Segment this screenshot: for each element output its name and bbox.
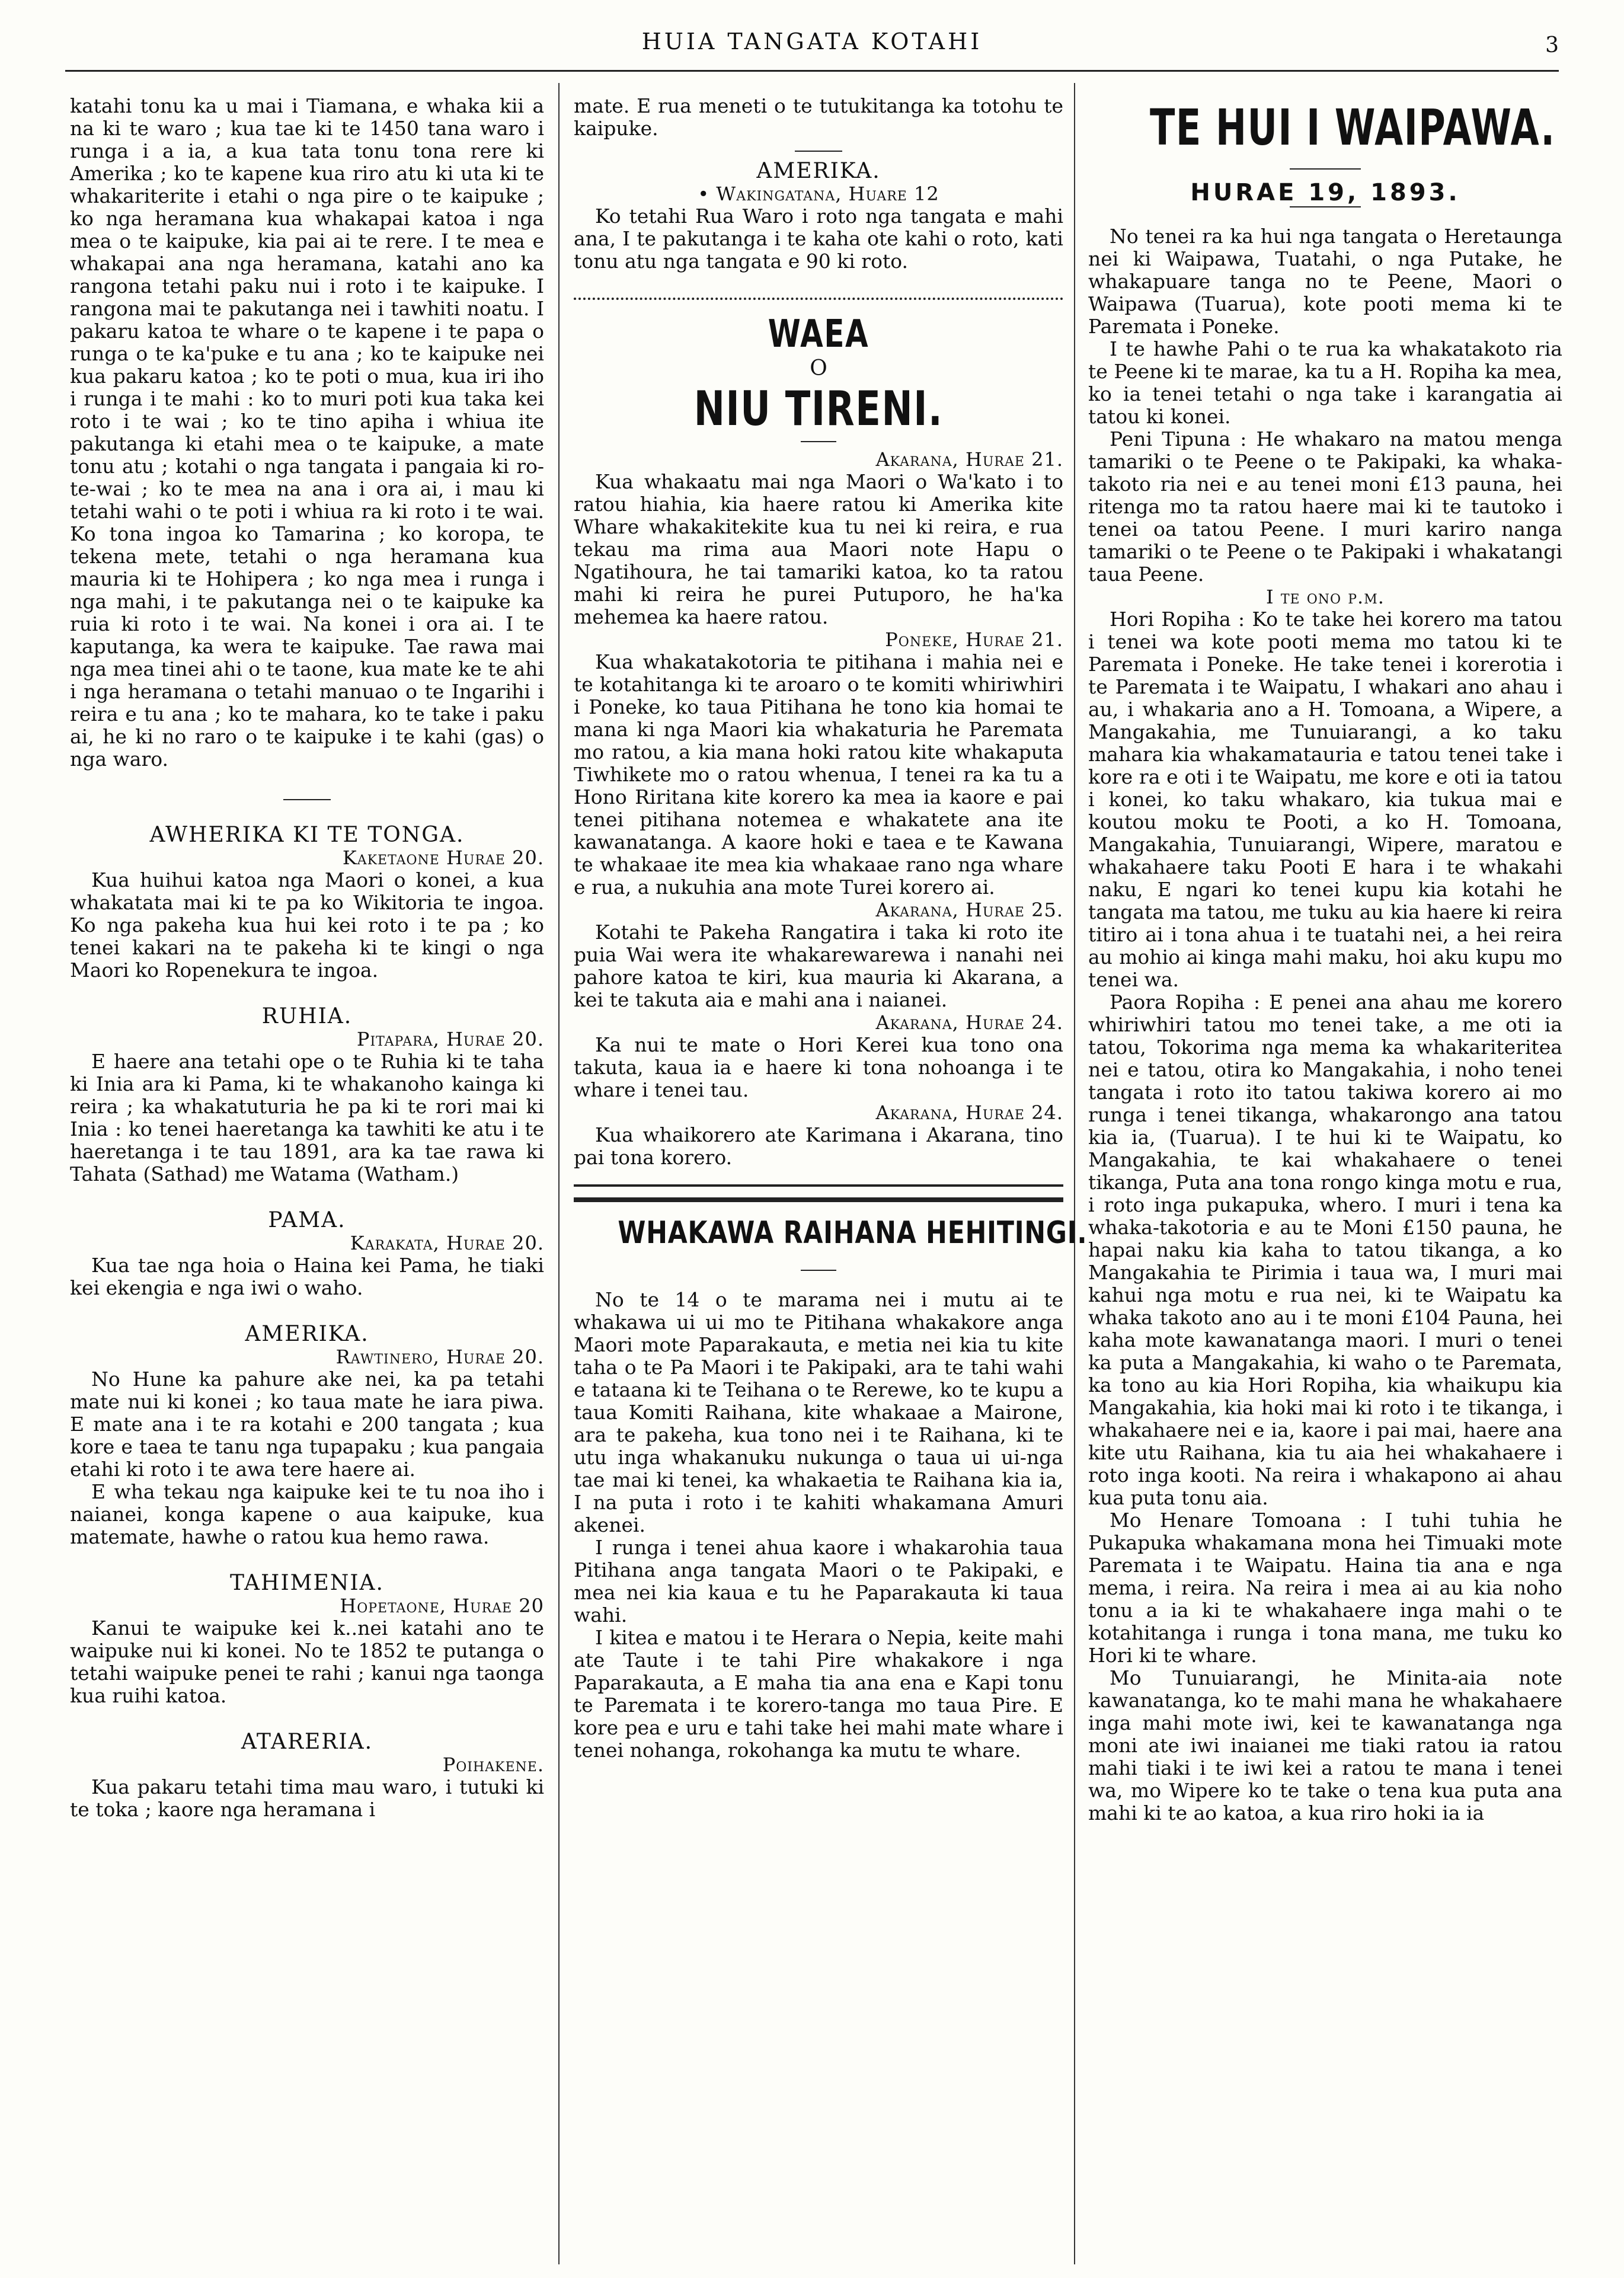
section-heading-amerika: AMERIKA. (245, 1322, 369, 1346)
section-heading-tahimenia: TAHIMENIA. (230, 1571, 384, 1595)
news-paragraph: Ka nui te mate o Hori Kerei kua tono ona takuta, kaua ia e haere ki tona nohoanga i te whare i tenei tau. (574, 1033, 1063, 1101)
news-paragraph: Kua huihui katoa nga Maori o konei, a kua whakatata mai ki te pa ko Wikitoria te ingoa. Ko nga pakeha kua hui kei roto i te pa ; ko tenei kakari na te pakeha ki te kingi o nga Maori ko Ropenekura te ingoa. (70, 868, 544, 982)
news-paragraph: No Hune ka pahure ake nei, ka pa tetahi mate nui ki konei ; ko taua mate he iara piwa. E mate ana i te ra kotahi e 200 tangata ; kua kore e taea te tanu nga tupapaku ; kua pangaia etahi ki roto i te awa tere haere ai. (70, 1368, 544, 1481)
news-paragraph: Ko tetahi Rua Waro i roto nga tangata e mahi ana, I te pakutanga i te kaha ote kahi o roto, kati tonu atu nga tangata e 90 ki roto. (574, 205, 1063, 273)
section-heading-amerika: AMERIKA. (756, 159, 881, 183)
dateline: Kaketaone Hurae 20. (342, 846, 544, 869)
news-paragraph: Paora Ropiha : E penei ana ahau me korero whiriwhiri tatou mo tenei take, a me oti ia tatou, Tokorima nga mema ka whakariteritea nei e tatou, otira ko Mangakahia, i noho tenei tangata i roto ito tatou takiwa korero ai mo runga i tenei tikanga, whakarongo ana tatou kia ia, (Tuarua). I te hui ki te Waipatu, ko Mangakahia, te kai whakahaere o tenei tikanga, Puta ana tona rongo kinga motu e rua, i roto inga pukapuka, whero. I muri i tena ka whaka-takotoria e au te Moni £150 pauna, he hapai naku kia kaha to tatou tikanga, a ko Mangakahia te Pirimia i taua wa, I muri mai kahui nga motu e rua nei, ki te Waipatu ka whaka takoto ano au i te moni £104 Pauna, hei kaha mote kawanatanga maori. I muri o tenei ka puta a Mangakahia, ki waho o te Paremata, ka tono au kia Hori Ropiha, kia whaikupu kia Mangakahia, kia hoki mai ki roto i te tikanga, i whakahaere nei e ia, kaore i pai mai, haere ana kite utu Raihana, kia tu aia hei whakahaere i roto inga kooti. Na reira i whakapono ai ahau kua puta tonu aia. (1088, 991, 1562, 1509)
news-paragraph: Mo Tunuiarangi, he Minita-aia note kawanatanga, ko te mahi mana he whakahaere inga mahi mote iwi, kei te kawanatanga nga moni ate iwi inaianei me tiaki ratou ia ratou mahi tiaki i te iwi kei a ratou te mana i tenei wa, mo Wipere ko te take o tena kua puta ana mahi ki te ao katoa, a kua riro hoki ia ia (1088, 1666, 1562, 1825)
section-rule (795, 151, 842, 152)
headline-connector: O (810, 356, 827, 381)
headline-niu-tireni: NIU TIRENI. (693, 381, 944, 436)
section-heading-pama: PAMA. (268, 1208, 346, 1232)
news-paragraph: Kua pakaru tetahi tima mau waro, i tutuki ki te toka ; kaore nga heramana i (70, 1775, 544, 1821)
dateline: Poihakene. (442, 1753, 544, 1776)
headline-whakawa: WHAKAWA RAIHANA HEHITINGI. (618, 1215, 1088, 1251)
headline-waea: WAEA (768, 312, 869, 356)
news-paragraph: I te hawhe Pahi o te rua ka whakatakoto ria te Peene ki te marae, ka tu a H. Ropiha ka mea, ko ia tenei tetahi o nga take i karangatia ai tatou ki konei. (1088, 337, 1562, 428)
news-paragraph: E haere ana tetahi ope o te Ruhia ki te taha ki Inia ara ki Pama, ki te whakanoho kainga ki reira ; ka whakatuturia he pa ki te rori mai ki Inia : ko tenei haeretanga ka tawhiti ke atu i te haeretanga i te tau 1891, ara ka tae rawa ki Tahata (Sathad) me Watama (Watham.) (70, 1050, 544, 1186)
section-rule (283, 799, 331, 800)
news-paragraph: Kanui te waipuke kei k..nei katahi ano te waipuke nui ki konei. No te 1852 te putanga o tetahi waipuke penei te rahi ; kanui nga taonga kua ruihi katoa. (70, 1616, 544, 1707)
thick-rule (574, 1184, 1063, 1202)
section-heading-ruhia: RUHIA. (261, 1004, 353, 1028)
dateline: Hopetaone, Hurae 20 (340, 1595, 544, 1617)
dateline: Akarana, Hurae 24. (875, 1101, 1063, 1124)
time-note: I te ono p.m. (1266, 586, 1385, 608)
dateline: Pitapara, Hurae 20. (356, 1028, 544, 1050)
news-paragraph: Kua tae nga hoia o Haina kei Pama, he tiaki kei ekengia e nga iwi o waho. (70, 1254, 544, 1299)
section-rule (1290, 168, 1361, 170)
news-paragraph: Hori Ropiha : Ko te take hei korero ma tatou i tenei wa kote pooti mema mo tatou ki te Paremata i Poneke. He take tenei i korerotia i te Paremata i te Waipatu, I whakari ano ahau i au, i whakaria ano a H. Tomoana, a Wipere, a Mangakahia, me Tunuiarangi, a ko taku mahara kia whakamatauria e tatou tenei take i kore ra e oti i te Waipatu, me kore e oti ia tatou i konei, ko taku whakaro, kia tukua mai e koutou moku te Pooti, a ko H. Tomoana, Mangakahia, Tunuiarangi, Wipere, maratou e whakahaere taku Pooti E hara i te whakahi naku, E ngari ko tenei kupu kia kotahi he tangata ma tatou, me tuku au kia haere ki reira titiro ai i tona ahua i te tuatahi nei, a hei reira au mohio ai kinga mahi maku, hoi aku kupu mo tenei wa. (1088, 608, 1562, 991)
news-paragraph: E wha tekau nga kaipuke kei te tu noa iho i naianei, konga kapene o aua kaipuke, kua matemate, hawhe o ratou kua hemo rawa. (70, 1480, 544, 1548)
news-paragraph: I runga i tenei ahua kaore i whakarohia taua Pitihana anga tangata Maori o te Pakipaki, e mea nei kia kaua e tu he Paparakauta ki taua wahi. (574, 1536, 1063, 1627)
newspaper-title: HUIA TANGATA KOTAHI (641, 28, 983, 55)
section-rule (1290, 206, 1361, 207)
section-rule (801, 441, 836, 442)
news-paragraph: Kotahi te Pakeha Rangatira i taka ki roto ite puia Wai wera ite whakarewarewa i nanahi nei pahore katoa te kiri, kua mauria ki Akarana, a kei te takuta aia e mahi ana i naianei. (574, 921, 1063, 1011)
news-paragraph: Kua whakaatu mai nga Maori o Wa'kato i to ratou hiahia, kia haere ratou ki Amerika kite Whare whakakitekite kua tu nei ki reira, e rua tekau ma rima aua Maori note Hapu o Ngatihoura, he tai tamariki katoa, ko ta ratou mahi ki reira he purei Putuporo, he ha'ka mehemea ka haere ratou. (574, 470, 1063, 628)
news-paragraph: Mo Henare Tomoana : I tuhi tuhia he Pukapuka whakamana mona hei Timuaki mote Paremata i te Waipatu. Haina tia ana e nga mema, i reira. Na reira i mea ai au kia noho tonu a ia ki te whakahaere inga mahi o te kotahitanga i runga i tona mana, me tuku ko Hori ki te whare. (1088, 1509, 1562, 1667)
dateline: Akarana, Hurae 21. (875, 448, 1063, 471)
news-paragraph: Kua whakatakotoria te pitihana i mahia nei e te kotahitanga ki te aroaro o te komiti whiriwhiri i Poneke, ko taua Pitihana he tono kia homai te mana ki nga Maori kia whakaturia he Paremata mo ratou, a kia mana hoki ratou kite whakaputa Tiwhikete mo o ratou whenua, I tenei ra ka tu a Hono Riritana kite korero ka mea ia kaore e pai tenei pitihana notemea e whakatete ana ite kawanatanga. A kaore hoki e taea e te Kawana te whakaae ite mea kia whakaae rano nga whare e rua, a nukuhia ana mote Turei korero ai. (574, 650, 1063, 899)
column-1 (70, 95, 544, 1821)
article-continuation: mate. E rua meneti o te tutukitanga ka totohu te kaipuke. (574, 94, 1063, 140)
page-number: 3 (1545, 33, 1559, 57)
headline-te-hui: TE HUI I WAIPAWA. (1150, 98, 1556, 156)
section-rule (801, 1270, 836, 1271)
column-3 (1088, 95, 1562, 1825)
dateline: Akarana, Hurae 24. (875, 1011, 1063, 1034)
header-rule (65, 70, 1559, 72)
article-continuation: katahi tonu ka u mai i Tiamana, e whaka kii a na ki te waro ; kua tae ki te 1450 tana waro i runga i a ia, a kua tata tonu tona rere ki Amerika ; ko te kapene kua riro atu ki uta ki te whakariterite i etahi o nga pire o te kaipuke ; ko nga heramana kua whakapai katoa i nga mea o te kaipuke, kia pai ai te rere. I te mea e whakapai ana nga heramana, katahi ano ka rangona tetahi paku nui i roto i te kaipuke. I rangona mai te pakutanga nei i tawhiti noatu. I pakaru katoa te whare o te kapene i te papa o runga o te ka'puke e tu ana ; ko te kaipuke nei kua pakaru katoa ; ko te poti o mua, kua iri iho i runga i te mahi : ko to muri poti kua taka kei roto i te wai ; ko te tino apiha i whiua ite pakutanga ki etahi mea o te kaipuke, a mate tonu atu ; kotahi o nga tangata i pangaia ki ro-te-wai ; ko te mea na ana i ora ai, i mau ki tetahi wahi o te poti i whiua ra ki roto i te wai. Ko tona ingoa ko Tamarina ; ko koropa, te tekena mete, tetahi o nga heramana kua mauria ki te Hohipera ; ko nga mea i runga i nga mahi, i te pakutanga nei o te kaipuke ka ruia ki roto i te wai. Na konei i ora ai. I te kaputanga, ka wera te kaipuke. Tae rawa mai nga mea tinei ahi o te taone, kua mate ke te ahi i nga heramana o tetahi manuao o te Ingarihi i reira e tu ana ; ko te mahara, ko te take i paku ai, he ki no raro o te kaipuke i te kahi (gas) o nga waro. (70, 94, 544, 771)
dateline: Karakata, Hurae 20. (350, 1232, 544, 1254)
news-paragraph: No te 14 o te marama nei i mutu ai te whakawa ui ui mo te Pitihana whakakore anga Maori mote Paparakauta, e metia nei kia tu kite taha o te Pa Maori i te Pakipaki, ara te tahi wahi e tataana ki te Teihana o te Rerewe, ko te kupu a taua Komiti Raihana, kite whakaae a Mairone, ara te pakeha, kua tono nei i te Raihana, ki te utu inga whakanuku nukunga o taua ui ui-nga tae mai ki tenei, ka whakaetia te Raihana kia ia, I na puta i roto i te kahiti whakamana Amuri akenei. (574, 1288, 1063, 1536)
dateline: Poneke, Hurae 21. (885, 628, 1063, 651)
news-paragraph: No tenei ra ka hui nga tangata o Heretaunga nei ki Waipawa, Tuatahi, o nga Putake, he whakapuare tanga no te Peene, Maori o Waipawa (Tuarua), kote pooti mema ki te Paremata i Poneke. (1088, 225, 1562, 338)
dateline: • Wakingatana, Huare 12 (698, 183, 939, 205)
section-heading-awherika: AWHERIKA KI TE TONGA. (149, 823, 465, 847)
dateline: Rawtinero, Hurae 20. (335, 1346, 544, 1368)
news-paragraph: I kitea e matou i te Herara o Nepia, keite mahi ate Taute i te tahi Pire whakakore i nga Paparakauta, a E maha tia ana ena e Kapi tonu te Paremata i te korero-tanga mo taua Pire. E kore pea e uru e tahi take hei mahi mate whare i tenei nohanga, rokohanga ka mutu te whare. (574, 1626, 1063, 1762)
page-header (65, 28, 1559, 70)
column-divider-1 (558, 83, 560, 2264)
dateline: Akarana, Hurae 25. (875, 899, 1063, 921)
section-heading-atareria: ATARERIA. (241, 1730, 373, 1754)
article-date: HURAE 19, 1893. (1190, 179, 1460, 206)
news-paragraph: Kua whaikorero ate Karimana i Akarana, tino pai tona korero. (574, 1123, 1063, 1169)
column-2 (574, 94, 1088, 1762)
wavy-rule (574, 288, 1063, 300)
news-paragraph: Peni Tipuna : He whakaro na matou menga tamariki o te Peene o te Pakipaki, ka whaka-takoto ria nei e au tenei moni £13 pauna, hei ritenga mo ta ratou haere mai ki te tautoko i tenei oa tatou Peene. I muri kariro nanga tamariki o te Peene o te Pakipaki i whakatangi taua Peene. (1088, 427, 1562, 586)
column-divider-2 (1074, 83, 1075, 2264)
